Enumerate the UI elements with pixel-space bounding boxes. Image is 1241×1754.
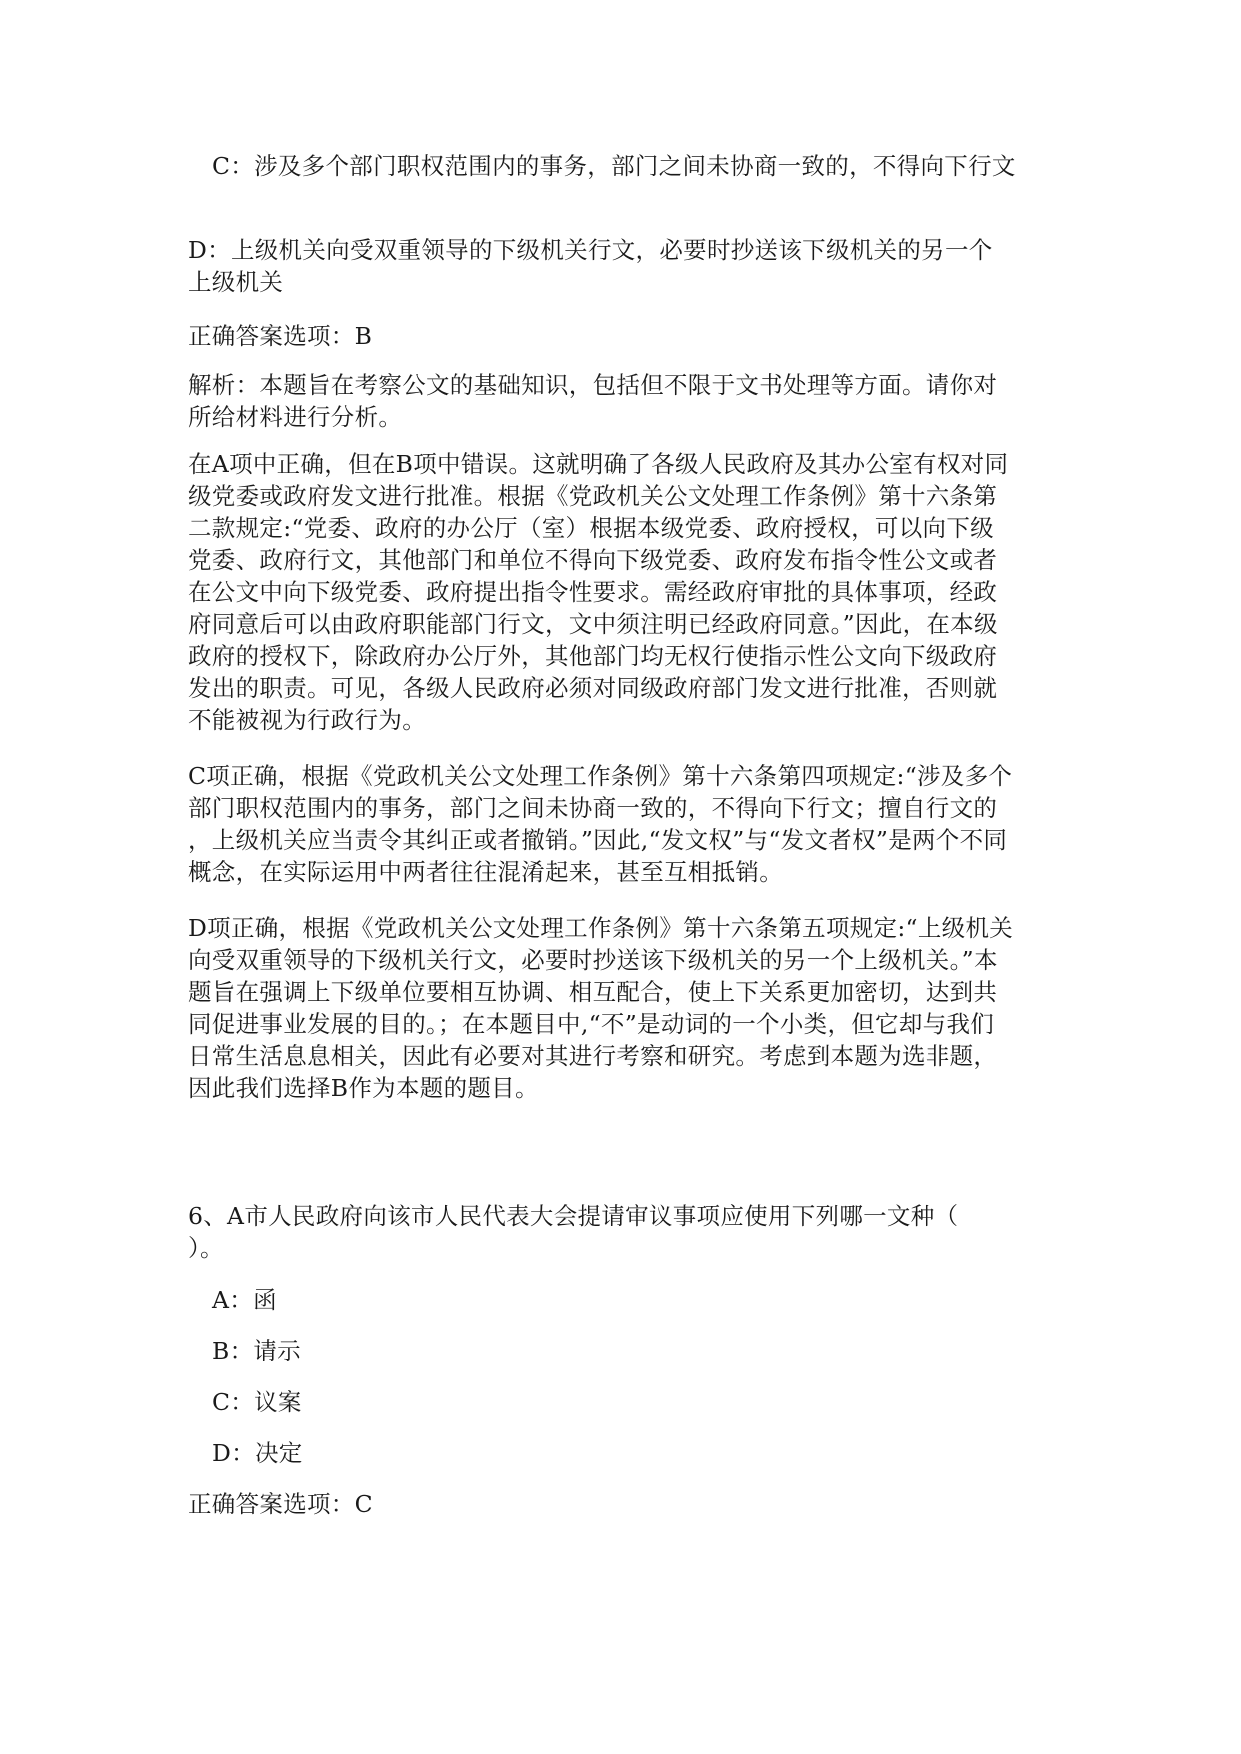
analysis-line: 概念，在实际运用中两者往往混淆起来，甚至互相抵销。 [188,858,783,886]
analysis-line: 日常生活息息相关，因此有必要对其进行考察和研究。考虑到本题为选非题， [188,1042,998,1070]
q6-option-b: B：请示 [212,1337,301,1365]
analysis-line: 解析：本题旨在考察公文的基础知识，包括但不限于文书处理等方面。请你对 [188,371,998,399]
analysis-line: 二款规定:“党委、政府的办公厅（室）根据本级党委、政府授权，可以向下级 [188,514,994,542]
analysis-line: 府同意后可以由政府职能部门行文，文中须注明已经政府同意。”因此，在本级 [188,610,998,638]
analysis-line: 向受双重领导的下级机关行文，必要时抄送该下级机关的另一个上级机关。”本 [188,946,998,974]
q5-option-d-line: D：上级机关向受双重领导的下级机关行文，必要时抄送该下级机关的另一个 [188,236,993,264]
analysis-line: 所给材料进行分析。 [188,403,403,431]
analysis-line: 因此我们选择B作为本题的题目。 [188,1074,539,1102]
analysis-line: 政府的授权下，除政府办公厅外，其他部门均无权行使指示性公文向下级政府 [188,642,998,670]
analysis-line: 在公文中向下级党委、政府提出指令性要求。需经政府审批的具体事项，经政 [188,578,998,606]
analysis-line: 发出的职责。可见，各级人民政府必须对同级政府部门发文进行批准，否则就 [188,674,998,702]
analysis-line: 在A项中正确，但在B项中错误。这就明确了各级人民政府及其办公室有权对同 [188,450,1009,478]
q6-option-a: A：函 [212,1286,277,1314]
analysis-line: C项正确，根据《党政机关公文处理工作条例》第十六条第四项规定:“涉及多个 [188,762,1013,790]
analysis-line: 同促进事业发展的目的。；在本题目中,“不”是动词的一个小类，但它却与我们 [188,1010,995,1038]
analysis-line: 部门职权范围内的事务，部门之间未协商一致的，不得向下行文；擅自行文的 [188,794,998,822]
analysis-line: D项正确，根据《党政机关公文处理工作条例》第十六条第五项规定:“上级机关 [188,914,1014,942]
q5-option-d-line: 上级机关 [188,268,284,296]
q6-stem-line: ）。 [188,1234,224,1262]
analysis-line: ，上级机关应当责令其纠正或者撤销。”因此,“发文权”与“发文者权”是两个不同 [188,826,1008,854]
q5-analysis-para-2 [188,760,1068,888]
analysis-line: 不能被视为行政行为。 [188,706,426,734]
q6-option-d: D：决定 [212,1439,303,1467]
analysis-line: 党委、政府行文，其他部门和单位不得向下级党委、政府发布指令性公文或者 [188,546,998,574]
q6-option-c: C：议案 [212,1388,302,1416]
q6-answer: 正确答案选项：C [188,1490,373,1518]
q5-option-d [188,234,1068,298]
q5-option-c: C：涉及多个部门职权范围内的事务，部门之间未协商一致的，不得向下行文 [212,152,1016,180]
q5-analysis-para-1 [188,448,1068,736]
q6-stem [188,1200,1068,1264]
q5-answer: 正确答案选项：B [188,322,373,350]
q6-stem-line: 6、A市人民政府向该市人民代表大会提请审议事项应使用下列哪一文种（ [188,1202,959,1230]
analysis-line: 级党委或政府发文进行批准。根据《党政机关公文处理工作条例》第十六条第 [188,482,998,510]
q5-analysis-intro [188,369,1068,433]
q5-analysis-para-3 [188,912,1068,1104]
analysis-line: 题旨在强调上下级单位要相互协调、相互配合，使上下关系更加密切，达到共 [188,978,998,1006]
